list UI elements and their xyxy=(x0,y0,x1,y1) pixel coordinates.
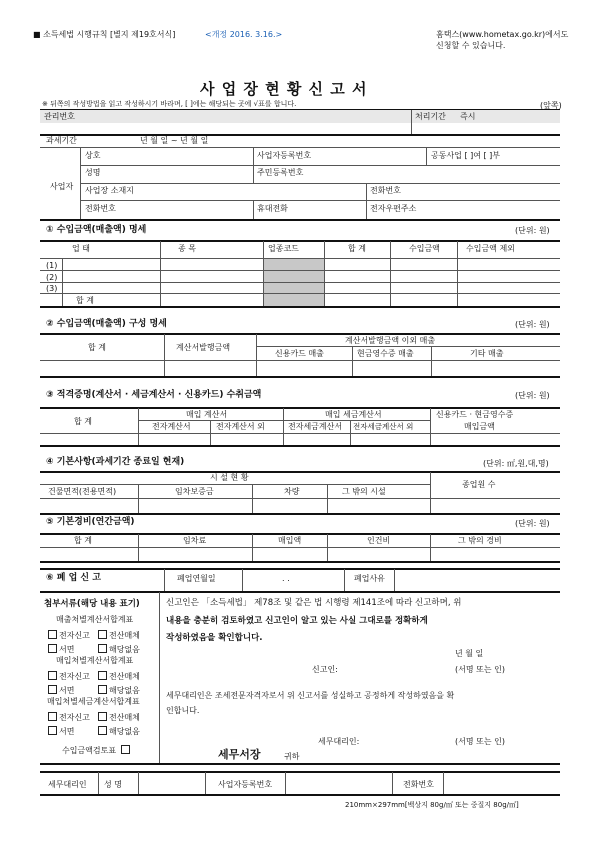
business-owner-label: 사업자 xyxy=(50,182,74,191)
sec2-total: 합 계 xyxy=(88,343,106,352)
joint-business-checkbox[interactable]: 공동사업 [ ]여 [ ]부 xyxy=(431,151,501,160)
footer-reg-no-label: 사업자등록번호 xyxy=(218,780,273,789)
g3-paper[interactable]: 서면 xyxy=(48,726,74,736)
sec3-non-e-tax-invoice: 전자세금계산서 외 xyxy=(353,422,414,431)
tel-label: 전화번호 xyxy=(85,204,116,213)
addressee-suffix: 귀하 xyxy=(284,752,300,761)
agent-text-1: 세무대리인은 조세전문자격자로서 위 신고서를 성실하고 공정하게 작성하였음을 확 xyxy=(166,691,455,700)
g1-media[interactable]: 전산매체 xyxy=(98,630,140,640)
processing-period-value: 즉시 xyxy=(460,112,476,121)
g2-none[interactable]: 해당없음 xyxy=(98,685,140,695)
name-label: 성명 xyxy=(85,168,101,177)
management-number-label: 관리번호 xyxy=(44,112,75,121)
g2-e-report[interactable]: 전자신고 xyxy=(48,671,90,681)
tax-period-value: 년 월 일 ~ 년 월 일 xyxy=(140,136,209,145)
sec3-card-cash-amount: 매입금액 xyxy=(464,422,495,431)
sec2-cash-receipt-sales: 현금영수증 매출 xyxy=(357,349,414,358)
sec1-col-excluded: 수입금액 제외 xyxy=(466,244,515,253)
address-label: 사업장 소재지 xyxy=(85,186,134,195)
tax-office-head: 세무서장 xyxy=(218,748,261,761)
sec3-card-cash: 신용카드 · 현금영수증 xyxy=(436,410,514,419)
sec5-purchase: 매입액 xyxy=(278,536,302,545)
sec3-purchase-tax-invoice: 매입 세금계산서 xyxy=(325,410,382,419)
declaration-text-3: 작성하였음을 확인합니다. xyxy=(166,633,263,643)
sec3-purchase-invoice: 매입 계산서 xyxy=(186,410,228,419)
sec5-rent: 임차료 xyxy=(183,536,207,545)
form-title: 사 업 장 현 황 신 고 서 xyxy=(200,80,368,98)
section5-title: ⑤ 기본경비(연간금액) xyxy=(46,517,135,527)
g3-e-report[interactable]: 전자신고 xyxy=(48,712,90,722)
sec1-col-income: 수입금액 xyxy=(409,244,440,253)
declaration-date: 년 월 일 xyxy=(455,649,484,658)
sec1-row-3: (3) xyxy=(46,284,58,293)
reporter-label: 신고인: xyxy=(312,665,338,674)
g2-media[interactable]: 전산매체 xyxy=(98,671,140,681)
sec3-total: 합 계 xyxy=(74,417,92,426)
agent-text-2: 인합니다. xyxy=(166,706,200,715)
mobile-label: 휴대전화 xyxy=(257,204,288,213)
declaration-text-1: 신고인은 「소득세법」 제78조 및 같은 법 시행령 제141조에 따라 신고하며, 위 xyxy=(166,598,462,608)
g1-paper[interactable]: 서면 xyxy=(48,644,74,654)
sec4-vehicle: 차량 xyxy=(284,487,300,496)
attach-group3-title: 매입처별세금계산서합계표 xyxy=(47,697,140,706)
close-date-label: 폐업연월일 xyxy=(177,574,216,583)
tax-agent-label: 세무대리인: xyxy=(318,737,360,746)
hometax-note: 홈택스(www.hometax.go.kr)에서도 xyxy=(436,30,569,39)
paper-spec: 210mm×297mm[백상지 80g/㎡ 또는 중질지 80g/㎡] xyxy=(345,801,519,809)
declaration-text-2: 내용을 충분히 검토하였고 신고인이 알고 있는 사실 그대로를 정확하게 xyxy=(166,616,428,626)
sec4-facilities: 시 설 현 황 xyxy=(210,473,249,482)
sec4-deposit: 임차보증금 xyxy=(175,487,214,496)
section5-unit: (단위: 원) xyxy=(515,519,550,528)
section2-unit: (단위: 원) xyxy=(515,320,550,329)
sec1-col-code: 업종코드 xyxy=(268,244,299,253)
processing-period-label: 처리기간 xyxy=(415,112,446,121)
sec3-non-e-invoice: 전자계산서 외 xyxy=(216,422,265,431)
sec5-other-expenses: 그 밖의 경비 xyxy=(458,536,502,545)
section1-unit: (단위: 원) xyxy=(515,226,550,235)
close-reason-label: 폐업사유 xyxy=(354,574,385,583)
g1-none[interactable]: 해당없음 xyxy=(98,644,140,654)
trade-name-label: 상호 xyxy=(85,151,101,160)
sec2-other-sales: 계산서발행금액 이외 매출 xyxy=(345,336,436,345)
law-reference: ■ 소득세법 시행규칙 [별지 제19호서식] xyxy=(33,30,176,39)
sec4-building-area: 건물면적(전용면적) xyxy=(48,487,117,496)
section3-title: ③ 적격증명(계산서 · 세금계산서 · 신용카드) 수취금액 xyxy=(46,390,262,400)
sec1-row-2: (2) xyxy=(46,273,58,282)
tax-period-label: 과세기간 xyxy=(46,136,77,145)
footer-agent-label: 세무대리인 xyxy=(48,780,87,789)
sec2-etc-sales: 기타 매출 xyxy=(470,349,504,358)
sec3-e-tax-invoice: 전자세금계산서 xyxy=(288,422,343,431)
g2-paper[interactable]: 서면 xyxy=(48,685,74,695)
sec4-other-facilities: 그 밖의 시설 xyxy=(342,487,386,496)
attach-group2-title: 매입처별계산서합계표 xyxy=(56,656,134,665)
income-review-checkbox[interactable]: 수입금액검토표 xyxy=(62,745,132,755)
section6-title: ⑥ 폐 업 신 고 xyxy=(46,573,101,583)
sec1-col-item: 종 목 xyxy=(178,244,196,253)
reporter-signature[interactable]: (서명 또는 인) xyxy=(455,665,505,674)
footer-phone-label: 전화번호 xyxy=(403,780,434,789)
sec1-row-1: (1) xyxy=(46,261,58,270)
phone-label: 전화번호 xyxy=(370,186,401,195)
instruction-notice: ※ 뒤쪽의 작성방법을 읽고 작성하시기 바라며, [ ]에는 해당되는 곳에 √표를 합니다. xyxy=(42,100,297,108)
section4-title: ④ 기본사항(과세기간 종료일 현재) xyxy=(46,457,185,467)
attachments-title: 첨부서류(해당 내용 표기) xyxy=(44,599,140,609)
section1-title: ① 수입금액(매출액) 명세 xyxy=(46,225,147,235)
sec5-total: 합 계 xyxy=(74,536,92,545)
sec2-card-sales: 신용카드 매출 xyxy=(275,349,324,358)
resident-no-label: 주민등록번호 xyxy=(257,168,304,177)
attach-group1-title: 매출처별계산서합계표 xyxy=(56,615,134,624)
sec1-col-type: 업 태 xyxy=(72,244,90,253)
section3-unit: (단위: 원) xyxy=(515,391,550,400)
tax-agent-signature[interactable]: (서명 또는 인) xyxy=(455,737,505,746)
sec3-e-invoice: 전자계산서 xyxy=(152,422,191,431)
sec2-invoice: 계산서발행금액 xyxy=(176,343,231,352)
sec1-row-total: 합 계 xyxy=(76,296,94,305)
revision-date: <개정 2016. 3.16.> xyxy=(205,30,283,39)
g3-none[interactable]: 해당없음 xyxy=(98,726,140,736)
close-date-dots: . . xyxy=(282,574,290,583)
email-label: 전자우편주소 xyxy=(370,204,417,213)
sec1-col-total: 합 계 xyxy=(348,244,366,253)
g1-e-report[interactable]: 전자신고 xyxy=(48,630,90,640)
sec5-labor: 인건비 xyxy=(367,536,391,545)
hometax-note-2: 신청할 수 있습니다. xyxy=(436,41,506,50)
sec4-employees: 종업원 수 xyxy=(462,480,496,489)
section4-unit: (단위: ㎡,원,대,명) xyxy=(483,459,549,468)
footer-name-label: 성 명 xyxy=(104,780,122,789)
section2-title: ② 수입금액(매출액) 구성 명세 xyxy=(46,319,167,329)
g3-media[interactable]: 전산매체 xyxy=(98,712,140,722)
business-reg-no-label: 사업자등록번호 xyxy=(257,151,312,160)
page-side: (앞쪽) xyxy=(540,101,562,110)
